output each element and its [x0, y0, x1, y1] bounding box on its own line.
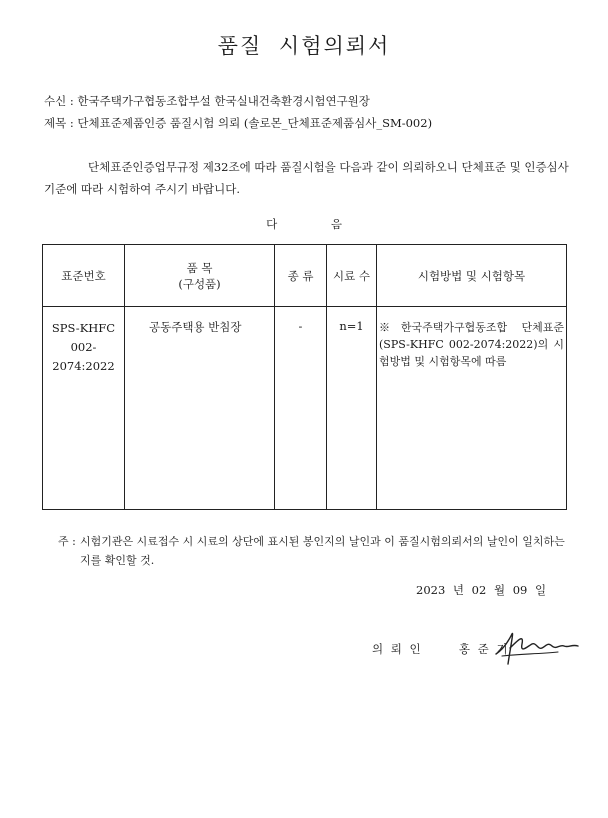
header-item [125, 245, 275, 307]
note-block [58, 532, 570, 570]
recipient-value: 한국주택가구협동조합부설 한국실내건축환경시험연구원장 [77, 94, 370, 108]
request-body: 단체표준인증업무규정 제32조에 따라 품질시험을 다음과 같이 의뢰하오니 단체표준 및 인증심사기준에 따라 시험하여 주시기 바랍니다. [44, 160, 569, 196]
subject-line [44, 115, 432, 131]
cell-type: - [275, 307, 327, 510]
cell-item: 공동주택용 반침장 [125, 307, 275, 510]
header-type: 종 류 [275, 245, 327, 307]
cell-test-method: ※한국주택가구협동조합 단체표준(SPS-KHFC 002-2074:2022)의 시험방법 및 시험항목에 따름 [377, 307, 567, 510]
recipient-label: 수신 : [44, 94, 74, 108]
subject-value: 단체표준제품인증 품질시험 의뢰 (솔로몬_단체표준제품심사_SM-002) [77, 116, 433, 130]
subject-label: 제목 : [44, 116, 74, 130]
header-item-line1: 품 목 [186, 260, 213, 275]
cell-standard-no: SPS-KHFC 002-2074:2022 [43, 307, 125, 510]
recipient-line [44, 93, 370, 109]
requester-label: 의 뢰 인 [372, 642, 421, 656]
note-label: 주 : [58, 535, 76, 548]
header-standard-no: 표준번호 [43, 245, 125, 307]
header-sample-count: 시료 수 [327, 245, 377, 307]
requester-name: 홍 준 기 [458, 642, 508, 656]
note-text: 시험기관은 시료접수 시 시료의 상단에 표시된 봉인지의 날인과 이 품질시험의뢰서의 날인이 일치하는지를 확인할 것. [80, 535, 565, 567]
test-request-table [42, 244, 567, 510]
header-item-line2: (구성품) [178, 276, 221, 291]
document-title: 품질 시험의뢰서 [217, 34, 391, 58]
header-test-method: 시험방법 및 시험항목 [377, 245, 567, 307]
cell-sample-count: n=1 [327, 307, 377, 510]
table-header-row [43, 245, 567, 307]
table-row [43, 307, 567, 510]
document-date: 2023 년 02 월 09 일 [416, 583, 547, 597]
da-eum-heading: 다 음 [266, 217, 342, 231]
signature-image [488, 620, 588, 670]
